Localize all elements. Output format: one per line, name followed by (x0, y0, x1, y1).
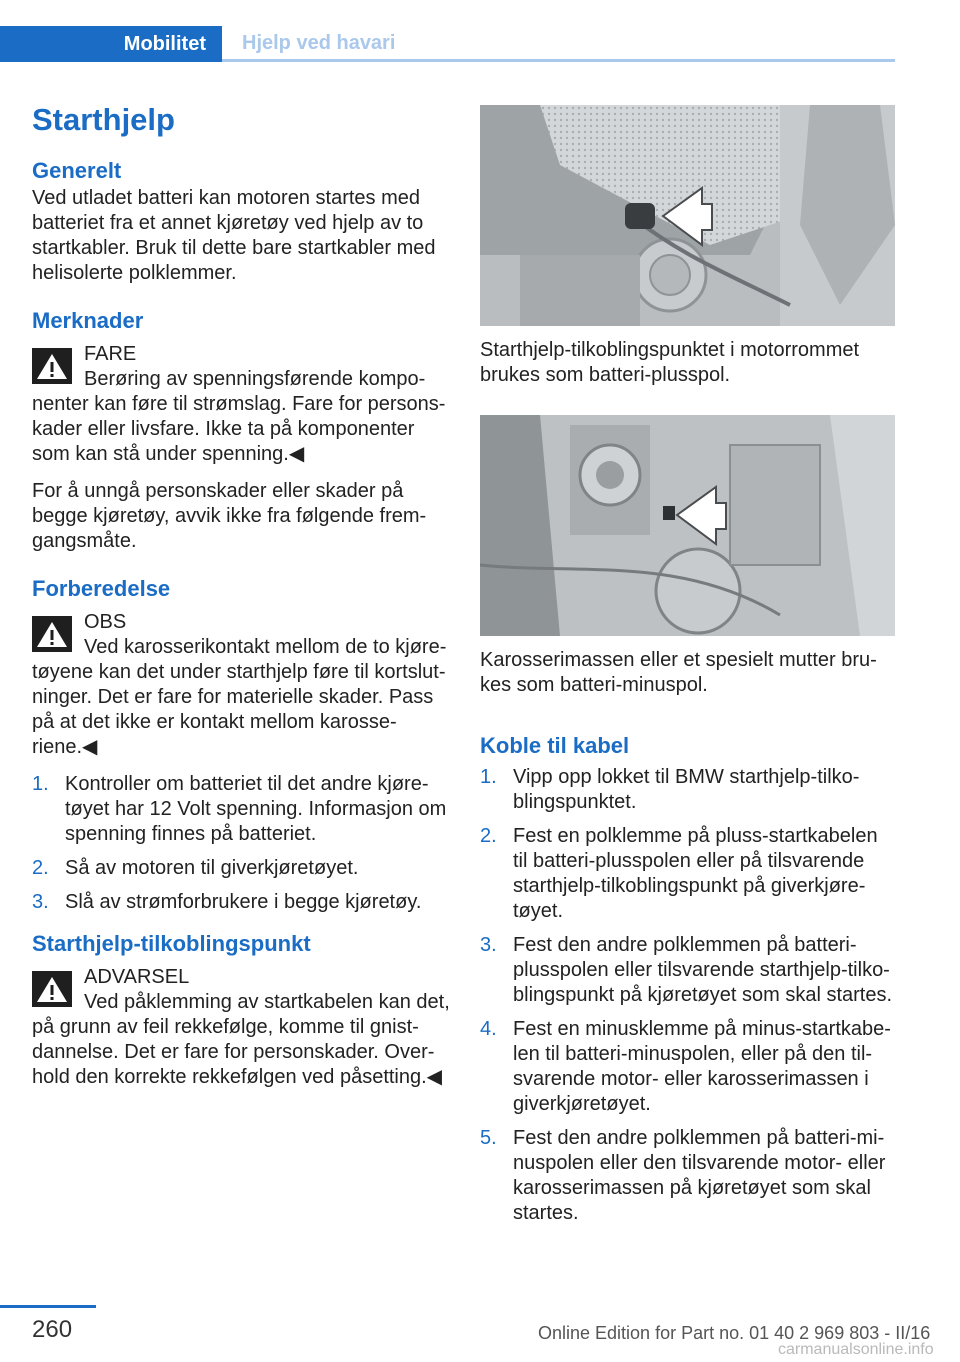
list-item: 3. Slå av strømforbrukere i begge kjøretøy. (32, 891, 422, 913)
list-item: 5. Fest den andre polklemmen på batteri-mi‐nuspolen eller den tilsvarende motor- eller karosserimassen på kjøretøyet som skal startes. (480, 1127, 886, 1224)
warning-label: OBS (84, 611, 127, 633)
generelt-text: Ved utladet batteri kan motoren startes med batteriet fra et annet kjøretøy ved hjelp av to startkabler. Bruk til dette bare startkabler med helisolerte polklemmer. (32, 187, 436, 284)
engine-bay-photo-plus (480, 105, 895, 326)
page-title: Starthjelp (32, 102, 175, 137)
warning-triangle-icon (32, 971, 72, 1007)
warning-label: ADVARSEL (84, 966, 190, 988)
warning-triangle-icon (32, 348, 72, 384)
watermark: carmanualsonline.info (778, 1341, 934, 1358)
list-item: 2. Fest en polklemme på pluss-startkabelen til batteri-plusspolen eller på tilsvarende starthjelp-tilkoblingspunkt på giverkjøre‐tøyet. (480, 825, 878, 922)
right-column-steps (480, 731, 896, 1235)
warning-triangle-icon (32, 616, 72, 652)
tab-hjelp-ved-havari[interactable]: Hjelp ved havari (222, 26, 895, 62)
forberedelse-steps (32, 772, 450, 915)
list-item: 3. Fest den andre polklemmen på batteri-plusspolen eller tilsvarende starthjelp-tilko‐blingspunkt på kjøretøyet som skal startes. (480, 934, 893, 1006)
page-number: 260 (32, 1316, 73, 1343)
list-item: 2. Så av motoren til giverkjøretøyet. (32, 857, 359, 879)
warning-label: FARE (84, 343, 137, 365)
caption-minus: Karosserimassen eller et spesielt mutter bru‐kes som batteri-minuspol. (480, 649, 877, 696)
list-item: 1. Vipp opp lokket til BMW starthjelp-tilko‐blingspunktet. (480, 766, 860, 813)
engine-bay-photo-minus (480, 415, 895, 636)
footer-rule (0, 1305, 96, 1308)
tab-mobilitet[interactable]: Mobilitet (0, 26, 222, 62)
edition-note: Online Edition for Part no. 01 40 2 969 803 - II/16 (538, 1323, 931, 1343)
warning-fare (32, 342, 450, 467)
warning-text: Ved karosserikontakt mellom de to kjøre‐tøyene kan det under starthjelp føre til kortslut‐ninger. Det er fare for materielle skader. Pass på at det ikke er kontakt mellom karosse‐riene.◀ (32, 636, 447, 758)
heading-merknader: Merknader (32, 308, 144, 333)
merknader-text: For å unngå personskader eller skader på begge kjøretøy, avvik ikke fra følgende frem‐gangsmåte. (32, 480, 427, 552)
heading-generelt: Generelt (32, 158, 122, 183)
warning-text: Berøring av spenningsførende kompo‐nenter kan føre til strømslag. Fare for persons‐kader eller livsfare. Ikke ta på komponenter som kan stå under spenning.◀ (32, 368, 446, 465)
warning-text: Ved påklemming av startkabelen kan det, på grunn av feil rekkefølge, komme til gnist‐dannelse. Det er fare for personskader. Over‐hold den korrekte rekkefølgen ved påsetting.◀ (32, 991, 450, 1088)
list-item: 1. Kontroller om batteriet til det andre kjøre‐tøyet har 12 Volt spenning. Informasjon om spenning finnes på batteriet. (32, 773, 447, 845)
heading-koble-til-kabel: Koble til kabel (480, 733, 630, 758)
caption-plus: Starthjelp-tilkoblingspunktet i motorrommet brukes som batteri-plusspol. (480, 339, 860, 386)
heading-forberedelse: Forberedelse (32, 576, 171, 601)
list-item: 4. Fest en minusklemme på minus-startkabe‐len til batteri-minuspolen, eller på den til‐svarende motor- eller karosserimassen i giverkjøretøyet. (480, 1018, 891, 1115)
warning-advarsel (32, 965, 450, 1090)
koble-steps (480, 765, 896, 1226)
chapter-header (0, 26, 895, 62)
warning-obs (32, 610, 450, 760)
left-column (32, 100, 450, 1090)
heading-tilkoblingspunkt: Starthjelp-tilkoblingspunkt (32, 931, 311, 956)
